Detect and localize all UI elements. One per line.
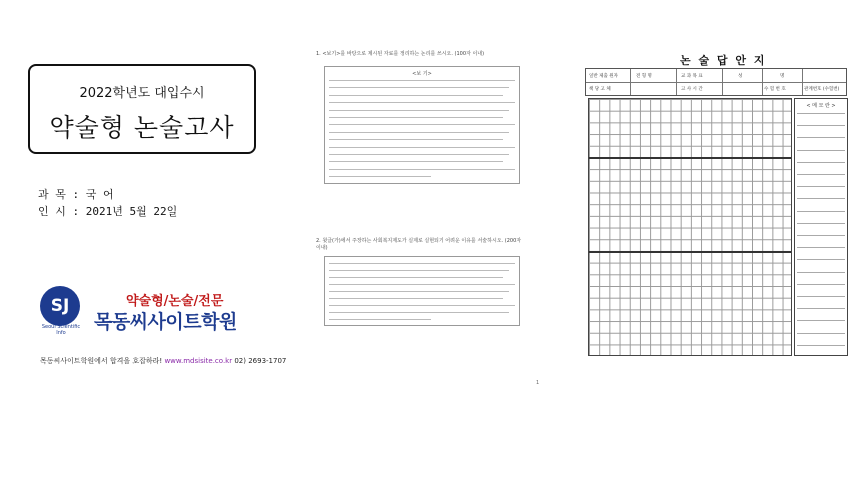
- memo-line: [797, 333, 845, 334]
- memo-line: [797, 308, 845, 309]
- question-1-passage-box: [324, 66, 520, 184]
- logo-tagline: 약술형/논술/전문: [126, 294, 224, 309]
- text-line: [329, 312, 509, 313]
- header-cell: 교 과 목 표: [681, 74, 703, 79]
- text-line: [329, 176, 431, 177]
- grid-section-divider: [589, 157, 791, 159]
- text-line: [329, 154, 509, 155]
- academy-name: 목동씨사이트학원: [94, 311, 237, 333]
- text-line: [329, 319, 431, 320]
- memo-line: [797, 174, 845, 175]
- header-cell: 고 사 시 간: [681, 87, 703, 92]
- header-cell: 전 형 명: [636, 74, 652, 79]
- date-value: 2021년 5월 22일: [85, 205, 178, 218]
- answer-sheet-header-table: [585, 68, 847, 96]
- question-1-heading: 1. <보기>를 바탕으로 제시된 자료를 정리하는 논리를 쓰시오. (100자 이내): [316, 51, 485, 57]
- page-number: 1: [536, 380, 540, 386]
- text-line: [329, 298, 503, 299]
- memo-line: [797, 186, 845, 187]
- text-line: [329, 291, 509, 292]
- memo-line: [797, 345, 845, 346]
- text-line: [329, 147, 515, 148]
- academy-logo: [40, 286, 264, 338]
- memo-line: [797, 211, 845, 212]
- memo-line: [797, 235, 845, 236]
- logo-ring-text: Seoul Scientific Info: [41, 324, 81, 336]
- header-cell: 책 당 고 체: [589, 87, 611, 92]
- footer-line: [40, 356, 286, 366]
- exam-title: 약술형 논술고사: [49, 113, 235, 142]
- memo-line: [797, 223, 845, 224]
- header-cell: 수 험 번 호: [764, 87, 786, 92]
- grid-section-divider: [589, 251, 791, 253]
- subject-row: [38, 186, 114, 202]
- memo-line: [797, 296, 845, 297]
- text-line: [329, 270, 509, 271]
- memo-area[interactable]: [794, 98, 848, 356]
- text-line: [329, 87, 509, 88]
- header-cell: 일반 제출 원자: [589, 74, 618, 79]
- text-line: [329, 284, 515, 285]
- memo-line: [797, 259, 845, 260]
- text-line: [329, 117, 503, 118]
- text-line: [329, 169, 515, 170]
- text-line: [329, 80, 515, 81]
- memo-line: [797, 125, 845, 126]
- header-cell: 명: [780, 74, 785, 79]
- text-line: [329, 132, 509, 133]
- text-line: [329, 263, 515, 264]
- memo-line: [797, 284, 845, 285]
- memo-line: [797, 247, 845, 248]
- memo-label: < 메 모 란 >: [806, 103, 836, 109]
- text-line: [329, 95, 503, 96]
- footer-url[interactable]: www.mdsisite.co.kr: [164, 357, 233, 365]
- memo-line: [797, 150, 845, 151]
- exam-year-line: 2022학년도 대입수시: [79, 86, 205, 101]
- header-cell: 관계번호 (수험번): [804, 87, 840, 92]
- memo-line: [797, 162, 845, 163]
- text-line: [329, 139, 503, 140]
- memo-line: [797, 113, 845, 114]
- memo-line: [797, 272, 845, 273]
- text-line: [329, 102, 515, 103]
- footer-phone: 02) 2693-1707: [234, 357, 287, 365]
- question-2-passage-box: [324, 256, 520, 326]
- footer-slogan: 목동씨사이트학원에서 합격을 호잡하라!: [40, 357, 163, 365]
- logo-emblem-icon: SJ: [40, 286, 80, 326]
- text-line: [329, 161, 503, 162]
- text-line: [329, 110, 509, 111]
- answer-writing-grid[interactable]: [588, 98, 792, 356]
- date-row: [38, 203, 177, 219]
- memo-line: [797, 198, 845, 199]
- passage-box-label: <보 기>: [412, 71, 432, 77]
- memo-line: [797, 320, 845, 321]
- subject-value: 국 어: [85, 188, 114, 201]
- answer-sheet-title: 논 술 답 안 지: [680, 54, 767, 67]
- text-line: [329, 277, 503, 278]
- text-line: [329, 124, 515, 125]
- memo-line: [797, 137, 845, 138]
- subject-label: 과 목 :: [38, 188, 80, 201]
- date-label: 인 시 :: [38, 205, 80, 218]
- cover-title-box: [28, 64, 256, 154]
- header-cell: 성: [738, 74, 743, 79]
- text-line: [329, 305, 515, 306]
- question-2-heading: 2. 윗글(가)에서 주장하는 사회복지제도가 실제로 실현되기 어려운 이유를 서술하시오. (200자 이내): [316, 238, 522, 251]
